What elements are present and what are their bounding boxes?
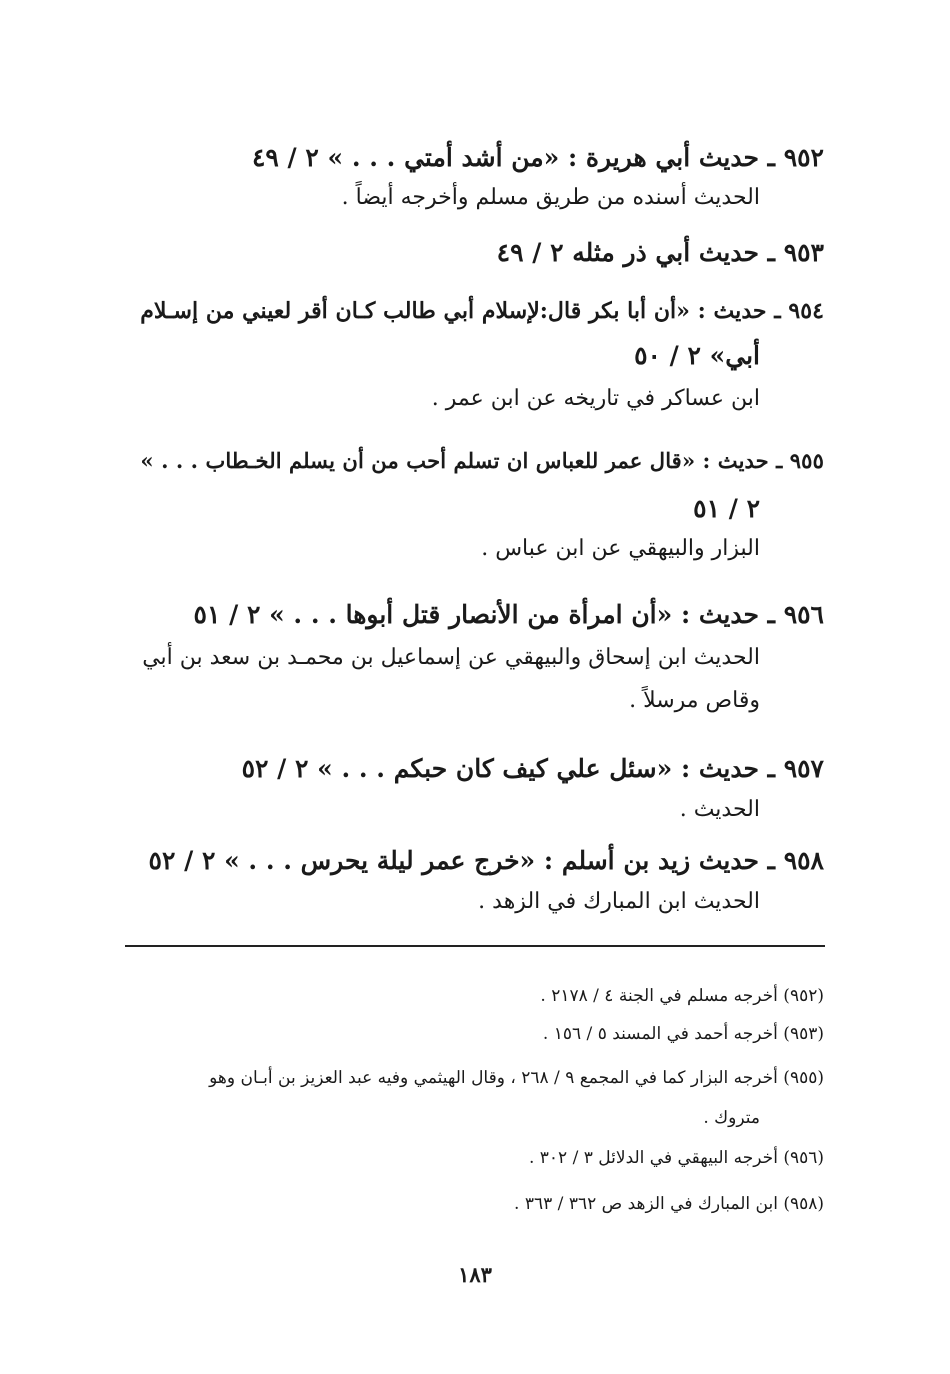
- entry-952-text: الحديث أسنده من طريق مسلم وأخرجه أيضاً .: [341, 185, 760, 210]
- entry-957-heading: ٩٥٧ ـ حديث : «سئل علي كيف كان حبكم . . . » ٢ / ٥٢: [241, 754, 824, 783]
- footnote-955-line-2: متروك .: [703, 1108, 760, 1128]
- entry-954-ref: أبي» ٢ / ٥٠: [634, 341, 760, 370]
- entry-955-text: البزار والبيهقي عن ابن عباس .: [481, 536, 760, 561]
- footnote-956: (٩٥٦) أخرجه البيهقي في الدلائل ٣ / ٣٠٢ .: [528, 1148, 824, 1168]
- footnote-955-line-1: (٩٥٥) أخرجه البزار كما في المجمع ٩ / ٢٦٨ ، وقال الهيثمي وفيه عبد العزيز بن أبـان وهو: [209, 1068, 824, 1088]
- entry-955-ref: ٢ / ٥١: [693, 494, 760, 523]
- entry-956-text-1: الحديث ابن إسحاق والبيهقي عن إسماعيل بن محمـد بن سعد بن أبي: [142, 645, 760, 670]
- entry-956-heading: ٩٥٦ ـ حديث : «أن امرأة من الأنصار قتل أبوها . . . » ٢ / ٥١: [193, 600, 824, 629]
- entry-954-text: ابن عساكر في تاريخه عن ابن عمر .: [431, 386, 760, 411]
- entry-955-heading: ٩٥٥ ـ حديث : «قال عمر للعباس ان تسلم أحب من أن يسلم الخـطاب . . . »: [140, 449, 824, 474]
- entry-956-text-2: وقاص مرسلاً .: [629, 688, 760, 713]
- footnote-952: (٩٥٢) أخرجه مسلم في الجنة ٤ / ٢١٧٨ .: [540, 986, 824, 1006]
- entry-954-heading: ٩٥٤ ـ حديث : «أن أبا بكر قال:لإسلام أبي طالب كـان أقر لعيني من إسـلام: [140, 298, 824, 324]
- footnote-separator: [125, 945, 825, 947]
- entry-958-heading: ٩٥٨ ـ حديث زيد بن أسلم : «خرج عمر ليلة يحرس . . . » ٢ / ٥٢: [148, 846, 824, 875]
- footnote-958: (٩٥٨) ابن المبارك في الزهد ص ٣٦٢ / ٣٦٣ .: [514, 1194, 824, 1214]
- entry-952-heading: ٩٥٢ ـ حديث أبي هريرة : «من أشد أمتي . . . » ٢ / ٤٩: [251, 143, 824, 172]
- entry-957-text: الحديث .: [679, 797, 760, 822]
- page-number: ١٨٣: [458, 1262, 492, 1287]
- footnote-953: (٩٥٣) أخرجه أحمد في المسند ٥ / ١٥٦ .: [542, 1024, 824, 1044]
- entry-953-heading: ٩٥٣ ـ حديث أبي ذر مثله ٢ / ٤٩: [496, 238, 824, 267]
- entry-958-text: الحديث ابن المبارك في الزهد .: [478, 889, 760, 914]
